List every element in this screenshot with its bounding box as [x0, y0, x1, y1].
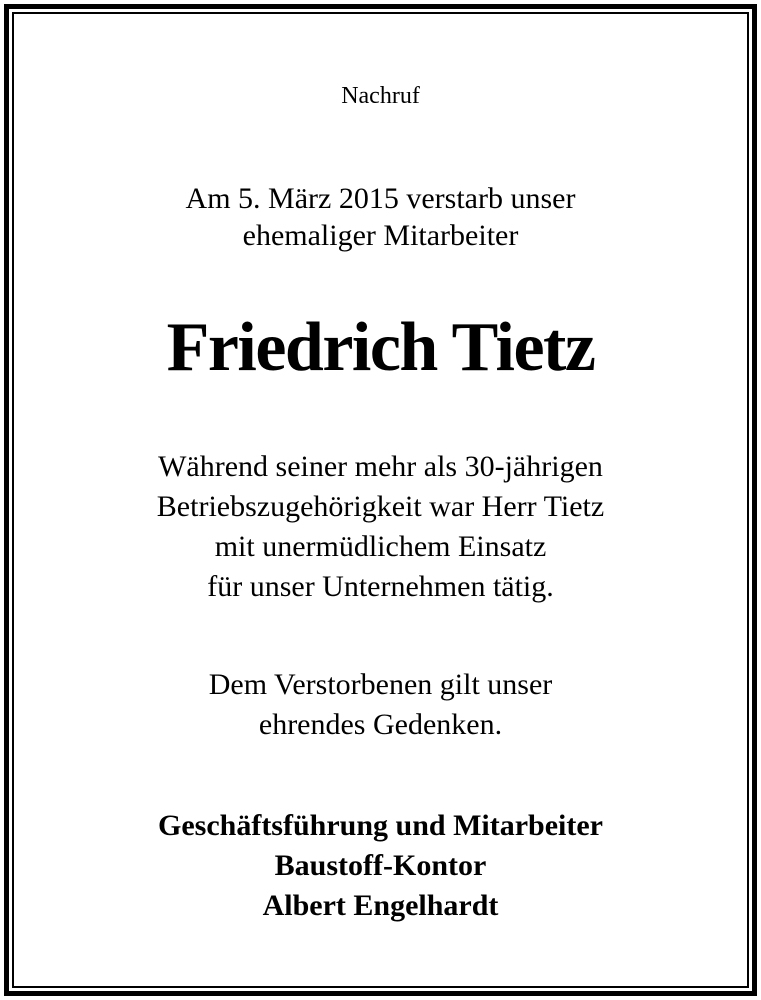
- deceased-name: Friedrich Tietz: [166, 309, 595, 386]
- sender-signature: [0, 806, 761, 926]
- tribute-paragraph: [0, 447, 761, 607]
- death-announcement: [0, 180, 761, 254]
- tribute-line: mit unermüdlichem Einsatz: [214, 530, 547, 563]
- tribute-line: für unser Unternehmen tätig.: [207, 570, 554, 603]
- sender-line: Albert Engelhardt: [262, 889, 499, 922]
- sender-line: Baustoff-Kontor: [274, 849, 487, 882]
- tribute-line: Während seiner mehr als 30-jährigen: [158, 450, 603, 483]
- sender-line: Geschäftsführung und Mitarbeiter: [158, 809, 603, 842]
- memorial-paragraph: [0, 665, 761, 745]
- notice-heading: Nachruf: [341, 83, 420, 109]
- tribute-line: Betriebszugehörigkeit war Herr Tietz: [156, 490, 605, 523]
- announcement-line: Am 5. März 2015 verstarb unser: [185, 182, 576, 215]
- memorial-line: ehrendes Gedenken.: [258, 708, 503, 741]
- memorial-line: Dem Verstorbenen gilt unser: [208, 668, 553, 701]
- announcement-line: ehemaliger Mitarbeiter: [242, 219, 519, 252]
